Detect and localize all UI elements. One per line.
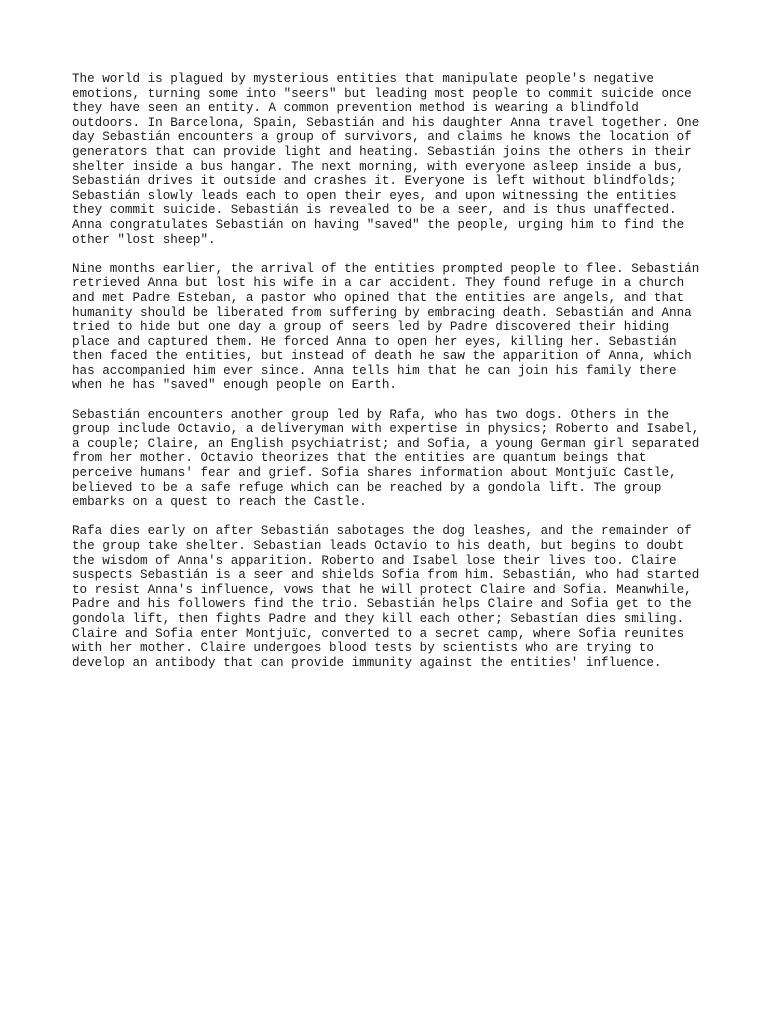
paragraph-4: Rafa dies early on after Sebastián sabotages the dog leashes, and the remainder of the group take shelter. Sebastian leads Octavio to his death, but begins to doubt the wisdom of Anna's apparition. Roberto and Isabel lose their lives too. Claire suspects Sebastián is a seer and shields Sofia from him. Sebastián, who had started to resist Anna's influence, vows that he will protect Claire and Sofia. Meanwhile, Padre and his followers find the trio. Sebastián helps Claire and Sofia get to the gondola lift, then fights Padre and they kill each other; Sebastían dies smiling. Claire and Sofia enter Montjuïc, converted to a secret camp, where Sofia reunites with her mother. Claire undergoes blood tests by scientists who are trying to develop an antibody that can provide immunity against the entities' influence. — [72, 524, 700, 670]
document-page — [72, 72, 702, 685]
paragraph-3: Sebastián encounters another group led by Rafa, who has two dogs. Others in the group include Octavio, a deliveryman with expertise in physics; Roberto and Isabel, a couple; Claire, an English psychiatrist; and Sofia, a young German girl separated from her mother. Octavio theorizes that the entities are quantum beings that perceive humans' fear and grief. Sofia shares information about Montjuïc Castle, believed to be a safe refuge which can be reached by a gondola lift. The group embarks on a quest to reach the Castle. — [72, 407, 700, 510]
paragraph-1: The world is plagued by mysterious entities that manipulate people's negative emotions, turning some into "seers" but leading most people to commit suicide once they have seen an entity. A common prevention method is wearing a blindfold outdoors. In Barcelona, Spain, Sebastián and his daughter Anna travel together. One day Sebastián encounters a group of survivors, and claims he knows the location of generators that can provide light and heating. Sebastián joins the others in their shelter inside a bus hangar. The next morning, with everyone asleep inside a bus, Sebastián drives it outside and crashes it. Everyone is left without blindfolds; Sebastián slowly leads each to open their eyes, and upon witnessing the entities they commit suicide. Sebastián is revealed to be a seer, and is thus unaffected. Anna congratulates Sebastián on having "saved" the people, urging him to find the other "lost sheep". — [72, 72, 700, 247]
paragraph-2: Nine months earlier, the arrival of the entities prompted people to flee. Sebastián retrieved Anna but lost his wife in a car accident. They found refuge in a church and met Padre Esteban, a pastor who opined that the entities are angels, and that humanity should be liberated from suffering by embracing death. Sebastián and Anna tried to hide but one day a group of seers led by Padre discovered their hiding place and captured them. He forced Anna to open her eyes, killing her. Sebastián then faced the entities, but instead of death he saw the apparition of Anna, which has accompanied him ever since. Anna tells him that he can join his family there when he has "saved" enough people on Earth. — [72, 261, 700, 393]
